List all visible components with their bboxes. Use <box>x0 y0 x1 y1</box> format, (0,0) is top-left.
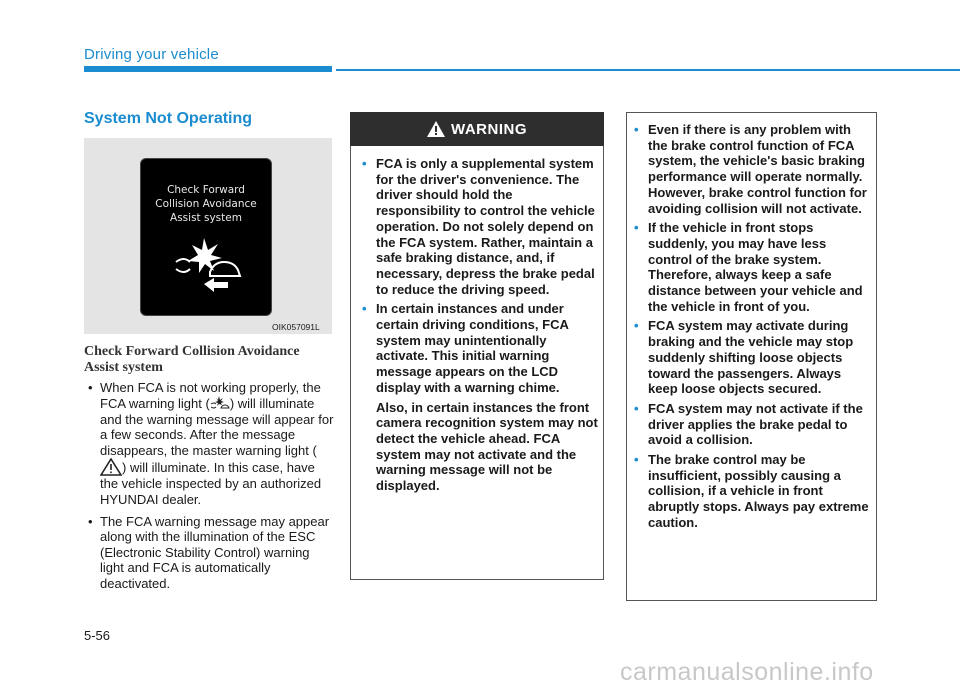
list-item: • The brake control may be insufficient, possibly causing a collision, if a vehicle in front abruptly stops. Always pay extreme caution. <box>634 452 870 531</box>
warning-list <box>362 156 598 494</box>
page-number: 5-56 <box>84 628 111 643</box>
list-item: • The FCA warning message may appear along with the illumination of the ESC (Electronic Stability Control) warning light and FCA is automatically deactivated. <box>84 514 334 592</box>
fca-warning-icon <box>170 236 246 294</box>
bullet-text: ) will illuminate. In this case, have the vehicle inspected by an authorized HYUNDAI dealer. <box>100 460 322 507</box>
warning-header <box>350 112 604 146</box>
list-item: • FCA is only a supplemental system for the driver's convenience. The driver should hold the responsibility to control the vehicle operation. Do not solely depend on the FCA system. Rather, maintain a safe braking distance, and, if necessary, depress the brake pedal to reduce the driving speed. <box>362 156 598 297</box>
master-warning-icon <box>100 458 122 476</box>
bullet-text: When FCA is not working properly, the FCA warning light ( <box>100 380 321 411</box>
figure-code: OIK057091L <box>272 322 320 332</box>
left-bullet-list <box>84 380 334 598</box>
display-line: Collision Avoidance <box>155 198 257 210</box>
bullet-text: ) will illuminate and the warning message will appear for a few seconds. After the message disappears, the master warning light ( <box>100 395 334 458</box>
subsection-title: Check Forward Collision Avoidance Assist system <box>84 344 300 375</box>
display-line: Assist system <box>170 212 242 224</box>
list-item <box>362 301 598 395</box>
list-item: • Even if there is any problem with the brake control function of FCA system, the vehicle's basic braking performance will operate normally. However, brake control function for avoiding collision will not activate. <box>634 122 870 216</box>
warning-label: WARNING <box>451 120 527 138</box>
list-item: • If the vehicle in front stops suddenly, you may have less control of the brake system. Therefore, always keep a safe distance between your vehicle and the vehicle in front of you. <box>634 220 870 314</box>
list-item-text: In certain instances and under certain driving conditions, FCA system may unintentionally activate. This initial warning message appears on the LCD display with a warning chime. <box>376 301 569 395</box>
watermark: carmanualsonline.info <box>620 658 874 686</box>
fca-warning-light-icon <box>210 396 230 412</box>
header-rule-thick <box>84 66 332 72</box>
section-title: System Not Operating <box>84 110 253 127</box>
list-item <box>84 380 334 508</box>
chapter-title: Driving your vehicle <box>84 46 219 63</box>
warning-triangle-icon <box>427 121 445 137</box>
list-item: • FCA system may not activate if the driver applies the brake pedal to avoid a collision. <box>634 401 870 448</box>
list-item: • FCA system may activate during braking and the vehicle may stop suddenly shifting loose objects toward the passengers. Always keep loose objects secured. <box>634 318 870 397</box>
header-rule-thin <box>336 69 960 71</box>
caution-list <box>634 122 870 535</box>
warning-continuation: Also, in certain instances the front camera recognition system may not detect the vehicle ahead. FCA system may not activate and the warning message will not be displayed. <box>376 399 598 494</box>
display-line: Check Forward <box>167 184 245 196</box>
display-message <box>140 183 272 225</box>
